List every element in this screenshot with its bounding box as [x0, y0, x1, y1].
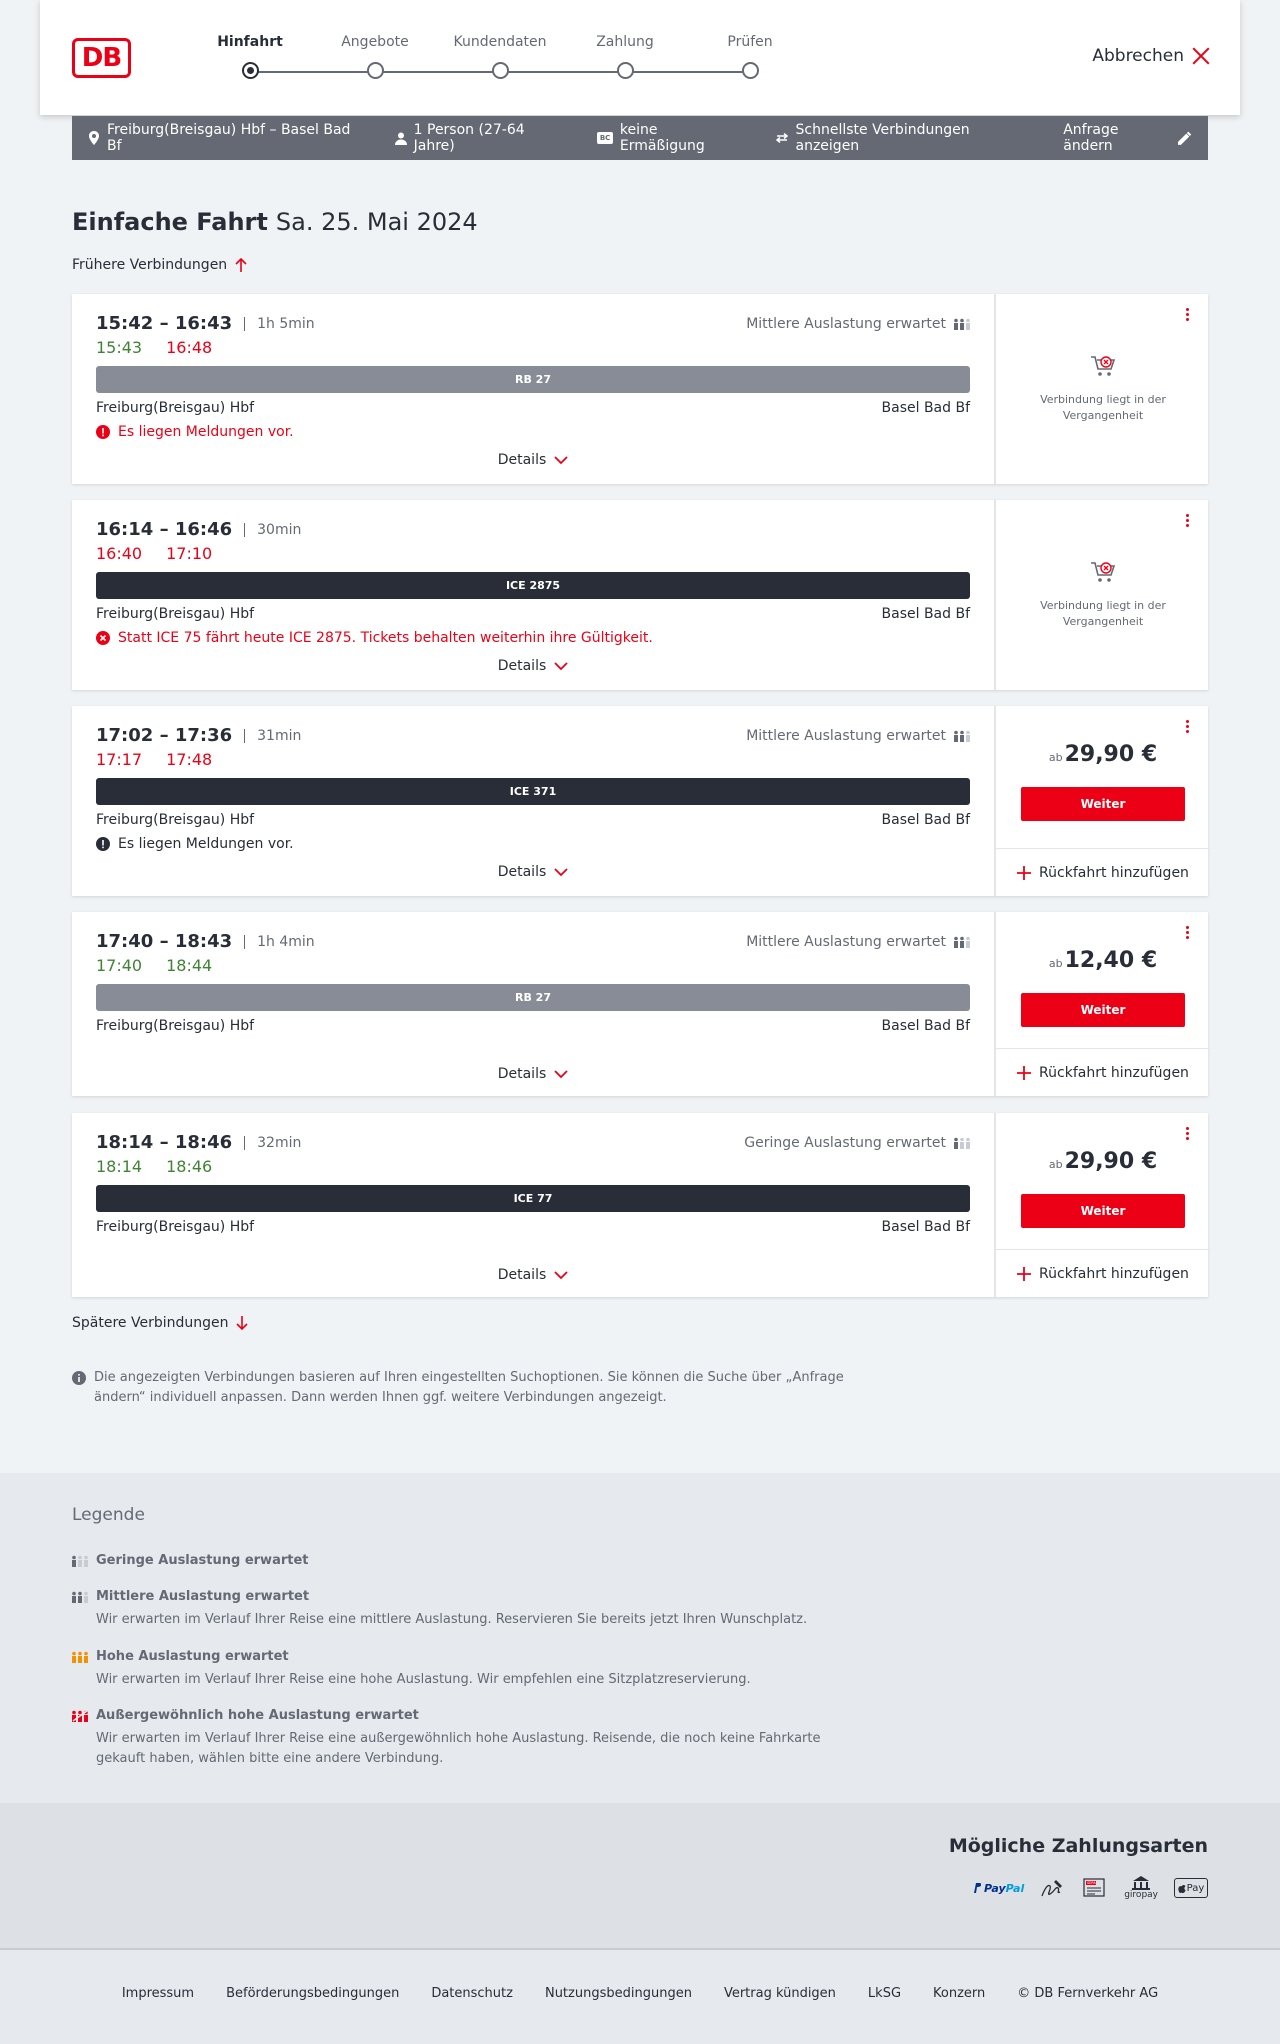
- train-bar[interactable]: ICE 2875: [96, 572, 970, 599]
- step-kundendaten[interactable]: [440, 34, 560, 54]
- details-label: Details: [497, 1267, 547, 1283]
- realtime-departure: 16:40: [96, 544, 143, 563]
- past-label-line1: Verbindung liegt in der: [1040, 599, 1166, 612]
- footer-link-konzern[interactable]: Konzern: [933, 1986, 986, 2001]
- details-label: Details: [497, 864, 547, 880]
- paypal-icon: [973, 1875, 1024, 1901]
- details-toggle[interactable]: [72, 452, 994, 468]
- more-options-icon[interactable]: [1182, 308, 1192, 326]
- occupancy-exceptional-icon: [72, 1710, 88, 1722]
- past-label-line2: Vergangenheit: [1062, 615, 1144, 628]
- occupancy-medium-icon: [954, 730, 970, 742]
- add-return-button[interactable]: [996, 1249, 1210, 1297]
- booking-header: [40, 0, 1240, 115]
- add-return-button[interactable]: [996, 1048, 1210, 1096]
- realtime-departure: 15:43: [96, 338, 143, 357]
- origin-station: Freiburg(Breisgau) Hbf: [96, 606, 255, 622]
- legend-item-description: [96, 1729, 872, 1769]
- train-bar[interactable]: ICE 77: [96, 1185, 970, 1212]
- price-prefix: ab: [1048, 1158, 1063, 1171]
- occupancy-text: Mittlere Auslastung erwartet: [746, 934, 946, 950]
- fastest-option: [775, 122, 1034, 154]
- trip-type: Einfache Fahrt: [72, 208, 268, 236]
- step-label: Kundendaten: [453, 34, 547, 50]
- footer-link-lksg[interactable]: LkSG: [867, 1986, 902, 2001]
- alert-icon: [96, 837, 110, 851]
- earlier-connections-link[interactable]: [72, 257, 247, 273]
- planned-times: [96, 725, 301, 746]
- step-label: Hinfahrt: [217, 34, 283, 50]
- connection-card: [72, 294, 1208, 484]
- occupancy-text: Mittlere Auslastung erwartet: [746, 728, 946, 744]
- chevron-down-icon: [554, 868, 568, 877]
- train-bar[interactable]: RB 27: [96, 984, 970, 1011]
- footer-link-nutzungsbedingungen[interactable]: Nutzungsbedingungen: [544, 1986, 692, 2001]
- legend-title: Legende: [72, 1505, 145, 1525]
- realtime-times: [96, 956, 212, 975]
- info-line-2: ändern“ individuell anpassen. Dann werden Ihnen ggf. weitere Verbindungen angezeigt.: [94, 1390, 667, 1405]
- legend-item-description: Wir erwarten im Verlauf Ihrer Reise eine mittlere Auslastung. Reservieren Sie bereits jetzt Ihren Wunschplatz.: [96, 1612, 808, 1627]
- chevron-down-icon: [554, 1271, 568, 1280]
- legend-desc-line-2: gekauft haben, wählen bitte eine andere Verbindung.: [96, 1751, 444, 1766]
- abort-label: Abbrechen: [1092, 46, 1184, 66]
- more-options-icon[interactable]: [1182, 720, 1192, 738]
- info-icon: [72, 1371, 86, 1385]
- occupancy-high-icon: [72, 1651, 88, 1663]
- departure-arrival: 17:02 – 17:36: [96, 725, 233, 746]
- realtime-departure: 17:40: [96, 956, 143, 975]
- realtime-times: [96, 544, 212, 563]
- message-text: Statt ICE 75 fährt heute ICE 2875. Tickets behalten weiterhin ihre Gültigkeit.: [118, 630, 653, 646]
- step-hinfahrt[interactable]: [190, 34, 310, 54]
- price-value: 29,90 €: [1064, 742, 1158, 767]
- later-label: Spätere Verbindungen: [72, 1315, 229, 1331]
- search-summary-bar: [72, 116, 1208, 160]
- departure-arrival: 17:40 – 18:43: [96, 931, 233, 952]
- planned-times: [96, 1132, 301, 1153]
- pencil-icon: [1178, 131, 1192, 145]
- occupancy-low-icon: [954, 1137, 970, 1149]
- past-connection-notice: [996, 560, 1210, 630]
- legend-item: [72, 1589, 872, 1630]
- connection-card: [72, 912, 1208, 1096]
- origin-station: Freiburg(Breisgau) Hbf: [96, 812, 255, 828]
- occupancy-info: [746, 728, 970, 744]
- payment-methods-title: Mögliche Zahlungsarten: [948, 1835, 1208, 1857]
- paypal-text-a: Pay: [984, 1881, 1006, 1895]
- step-label: Prüfen: [727, 34, 773, 50]
- alert-icon: [96, 425, 110, 439]
- occupancy-text: Geringe Auslastung erwartet: [744, 1135, 946, 1151]
- details-label: Details: [497, 658, 547, 674]
- step-angebote[interactable]: [315, 34, 435, 54]
- message-notice: [96, 836, 294, 852]
- connection-card: [72, 1113, 1208, 1297]
- origin-station: Freiburg(Breisgau) Hbf: [96, 1219, 255, 1235]
- fastest-text: Schnellste Verbindungen anzeigen: [795, 122, 970, 154]
- connection-info: [72, 706, 994, 896]
- step-label: Zahlung: [596, 34, 654, 50]
- connection-info: [72, 1113, 994, 1297]
- price-value: 29,90 €: [1064, 1149, 1158, 1174]
- step-pruefen[interactable]: [690, 34, 810, 54]
- price: [996, 742, 1210, 767]
- paypal-text-b: Pal: [1005, 1881, 1025, 1895]
- details-toggle[interactable]: [72, 658, 994, 674]
- add-return-label: Rückfahrt hinzufügen: [1039, 1064, 1189, 1081]
- train-bar[interactable]: ICE 371: [96, 778, 970, 805]
- route-text: Freiburg(Breisgau) Hbf – Basel Bad Bf: [107, 122, 351, 154]
- realtime-departure: 18:14: [96, 1157, 143, 1176]
- occupancy-text: Mittlere Auslastung erwartet: [746, 316, 946, 332]
- db-logo[interactable]: DB: [72, 38, 131, 78]
- connection-info: [72, 294, 994, 484]
- step-indicator-icon: [492, 62, 509, 79]
- price-prefix: ab: [1048, 957, 1063, 970]
- progress-stepper: [210, 34, 810, 84]
- footer-link-impressum[interactable]: Impressum: [121, 1986, 195, 2001]
- realtime-arrival: 17:48: [166, 750, 213, 769]
- message-notice: [96, 424, 294, 440]
- swap-arrows-icon: [775, 133, 789, 143]
- passenger-text: 1 Person (27-64 Jahre): [413, 122, 525, 154]
- step-indicator-icon: [367, 62, 384, 79]
- discount-summary: [597, 122, 744, 154]
- info-text: [94, 1368, 844, 1408]
- occupancy-info: [746, 934, 970, 950]
- departure-arrival: 16:14 – 16:46: [96, 519, 233, 540]
- train-bar[interactable]: RB 27: [96, 366, 970, 393]
- realtime-arrival: 18:46: [166, 1157, 213, 1176]
- step-indicator-icon: [242, 62, 259, 79]
- search-info-note: [72, 1368, 852, 1408]
- cart-unavailable-icon: [1090, 560, 1116, 584]
- legend-item-title: Geringe Auslastung erwartet: [96, 1553, 309, 1568]
- footer-link-vertrag-kuendigen[interactable]: Vertrag kündigen: [723, 1986, 836, 2001]
- occupancy-info: [746, 316, 970, 332]
- earlier-label: Frühere Verbindungen: [72, 257, 228, 273]
- realtime-times: [96, 338, 212, 357]
- footer: [0, 1948, 1280, 2044]
- discount-text: keine Ermäßigung: [619, 122, 705, 154]
- legend-desc-line-1: Wir erwarten im Verlauf Ihrer Reise eine außergewöhnlich hohe Auslastung. Reisende, die noch keine Fahrkarte: [96, 1731, 821, 1746]
- details-toggle[interactable]: [72, 1066, 994, 1082]
- occupancy-info: [744, 1135, 970, 1151]
- add-return-label: Rückfahrt hinzufügen: [1039, 864, 1189, 881]
- duration: 30min: [244, 523, 301, 537]
- price-value: 12,40 €: [1064, 948, 1158, 973]
- price-prefix: ab: [1048, 751, 1063, 764]
- add-return-label: Rückfahrt hinzufügen: [1039, 1265, 1189, 1282]
- chevron-down-icon: [554, 456, 568, 465]
- legend-section: [0, 1473, 1280, 1803]
- departure-arrival: 15:42 – 16:43: [96, 313, 233, 334]
- legend-item: [72, 1553, 872, 1568]
- connection-info: [72, 912, 994, 1096]
- duration: 1h 4min: [244, 935, 315, 949]
- plus-icon: [1017, 866, 1031, 880]
- planned-times: [96, 313, 315, 334]
- occupancy-medium-icon: [954, 936, 970, 948]
- departure-arrival: 18:14 – 18:46: [96, 1132, 233, 1153]
- apple-pay-icon: [1174, 1878, 1208, 1898]
- details-toggle[interactable]: [72, 864, 994, 880]
- occupancy-medium-icon: [72, 1591, 88, 1603]
- cancel-circle-icon: [96, 631, 110, 645]
- legend-item-title: Hohe Auslastung erwartet: [96, 1649, 289, 1664]
- message-text: Es liegen Meldungen vor.: [118, 836, 294, 852]
- giropay-text: giropay: [1124, 1890, 1158, 1900]
- plus-icon: [1017, 1066, 1031, 1080]
- passenger-summary: [395, 122, 568, 154]
- step-indicator-icon: [617, 62, 634, 79]
- offer-panel: [994, 500, 1208, 690]
- step-zahlung[interactable]: [565, 34, 685, 54]
- message-notice: [96, 630, 653, 646]
- bahncard-icon: BC: [597, 132, 613, 144]
- realtime-arrival: 17:10: [166, 544, 213, 563]
- destination-station: Basel Bad Bf: [881, 606, 970, 622]
- edit-query-label: Anfrage ändern: [1063, 122, 1119, 154]
- info-line-1: Die angezeigten Verbindungen basieren auf Ihren eingestellten Suchoptionen. Sie können die Suche über „Anfrage: [94, 1370, 844, 1385]
- route-summary: [88, 122, 365, 154]
- edit-query-button[interactable]: [1063, 122, 1192, 154]
- more-options-icon[interactable]: [1182, 1127, 1192, 1145]
- realtime-arrival: 18:44: [166, 956, 213, 975]
- step-indicator-icon: [742, 62, 759, 79]
- footer-link-datenschutz[interactable]: Datenschutz: [431, 1986, 513, 2001]
- offer-panel: [994, 294, 1208, 484]
- connection-card: [72, 500, 1208, 690]
- connection-info: [72, 500, 994, 690]
- page-title: [72, 208, 478, 236]
- offer-panel: [994, 1113, 1208, 1297]
- continue-button[interactable]: Weiter: [1021, 1194, 1185, 1228]
- more-options-icon[interactable]: [1182, 926, 1192, 944]
- sepa-icon: [1082, 1875, 1108, 1901]
- details-label: Details: [497, 452, 547, 468]
- footer-link-befoerderungsbedingungen[interactable]: Beförderungsbedingungen: [226, 1986, 400, 2001]
- duration: 32min: [244, 1136, 301, 1150]
- abort-button[interactable]: [1092, 46, 1210, 66]
- giropay-icon: [1124, 1875, 1158, 1901]
- realtime-times: [96, 1157, 212, 1176]
- add-return-button[interactable]: [996, 848, 1210, 896]
- plus-icon: [1017, 1267, 1031, 1281]
- apple-pay-text: Pay: [1186, 1882, 1205, 1894]
- direct-debit-signature-icon: [1040, 1875, 1066, 1901]
- more-options-icon[interactable]: [1182, 514, 1192, 532]
- payment-methods-section: [0, 1803, 1280, 1948]
- occupancy-medium-icon: [954, 318, 970, 330]
- location-pin-icon: [88, 131, 100, 145]
- footer-copyright: © DB Fernverkehr AG: [1017, 1986, 1159, 2001]
- past-connection-notice: [996, 354, 1210, 424]
- past-label-line1: Verbindung liegt in der: [1040, 393, 1166, 406]
- arrow-up-icon: [235, 258, 247, 272]
- later-connections-link[interactable]: [72, 1315, 248, 1331]
- destination-station: Basel Bad Bf: [881, 400, 970, 416]
- chevron-down-icon: [554, 662, 568, 671]
- legend-item-title: Mittlere Auslastung erwartet: [96, 1589, 310, 1604]
- cart-unavailable-icon: [1090, 354, 1116, 378]
- past-label-line2: Vergangenheit: [1062, 409, 1144, 422]
- price: [996, 1149, 1210, 1174]
- arrow-down-icon: [236, 1316, 248, 1330]
- realtime-arrival: 16:48: [166, 338, 213, 357]
- realtime-departure: 17:17: [96, 750, 143, 769]
- destination-station: Basel Bad Bf: [881, 812, 970, 828]
- price: [996, 948, 1210, 973]
- destination-station: Basel Bad Bf: [881, 1018, 970, 1034]
- planned-times: [96, 519, 301, 540]
- legend-item: [72, 1708, 872, 1769]
- legend-item-description: Wir erwarten im Verlauf Ihrer Reise eine hohe Auslastung. Wir empfehlen eine Sitzplatzreservierung.: [96, 1672, 751, 1687]
- occupancy-low-icon: [72, 1555, 88, 1567]
- legend-item-title: Außergewöhnlich hohe Auslastung erwartet: [96, 1708, 419, 1723]
- message-text: Es liegen Meldungen vor.: [118, 424, 294, 440]
- person-icon: [395, 132, 407, 145]
- realtime-times: [96, 750, 212, 769]
- chevron-down-icon: [554, 1070, 568, 1079]
- close-icon: [1192, 47, 1210, 65]
- trip-date: Sa. 25. Mai 2024: [275, 208, 478, 236]
- footer-links: [0, 1986, 1280, 2001]
- svg-text:SEPA: SEPA: [1087, 1881, 1096, 1886]
- destination-station: Basel Bad Bf: [881, 1219, 970, 1235]
- legend-item: [72, 1649, 872, 1690]
- details-label: Details: [497, 1066, 547, 1082]
- details-toggle[interactable]: [72, 1267, 994, 1283]
- offer-panel: [994, 706, 1208, 896]
- offer-panel: [994, 912, 1208, 1096]
- continue-button[interactable]: Weiter: [1021, 787, 1185, 821]
- planned-times: [96, 931, 315, 952]
- step-label: Angebote: [341, 34, 409, 50]
- duration: 1h 5min: [244, 317, 315, 331]
- payment-icons: [973, 1875, 1208, 1901]
- connection-card: [72, 706, 1208, 896]
- duration: 31min: [244, 729, 301, 743]
- origin-station: Freiburg(Breisgau) Hbf: [96, 400, 255, 416]
- continue-button[interactable]: Weiter: [1021, 993, 1185, 1027]
- origin-station: Freiburg(Breisgau) Hbf: [96, 1018, 255, 1034]
